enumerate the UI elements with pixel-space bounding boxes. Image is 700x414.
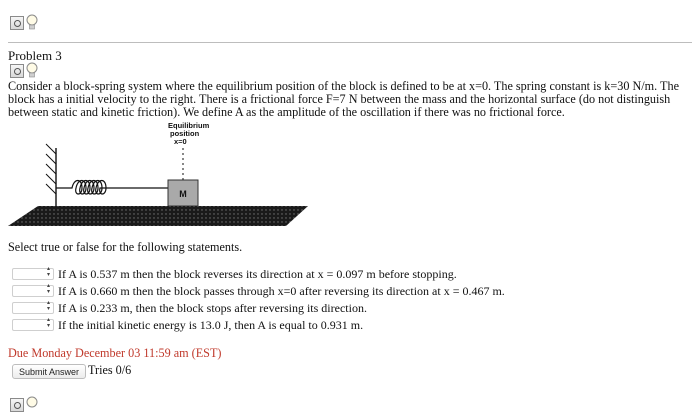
hint-bulb-icon[interactable] <box>26 62 38 80</box>
equilibrium-label: Equilibrium <box>168 121 210 130</box>
true-false-select-4[interactable] <box>12 319 54 331</box>
problem-statement: Consider a block-spring system where the equilibrium position of the block is defined to be at x=0. The spring constant is k=30 N/m. The block has a initial velocity to the right. There is a frictional force F=7 N between the mass and the horizontal surface (do not distinguish between static and kinetic friction). We define A as the amplitude of the oscillation if there was no frictional force. <box>8 79 679 119</box>
statement-row <box>12 284 505 298</box>
statement-2: If A is 0.660 m then the block passes through x=0 after reversing its direction at x = 0.467 m. <box>58 283 505 298</box>
submit-answer-button[interactable]: Submit Answer <box>12 364 86 379</box>
message-icon[interactable] <box>10 16 24 30</box>
x-zero-label: x=0 <box>174 137 187 146</box>
block-spring-figure <box>8 120 308 232</box>
statement-1: If A is 0.537 m then the block reverses its direction at x = 0.097 m before stopping. <box>58 266 457 281</box>
statement-row <box>12 301 367 315</box>
due-date: Due Monday December 03 11:59 am (EST) <box>8 346 222 360</box>
true-false-select-2[interactable] <box>12 285 54 297</box>
wall-hatching <box>46 144 56 194</box>
true-false-select-1[interactable] <box>12 268 54 280</box>
message-icon[interactable] <box>10 64 24 78</box>
statement-4: If the initial kinetic energy is 13.0 J, then A is equal to 0.931 m. <box>58 317 364 332</box>
problem-title: Problem 3 <box>8 48 62 63</box>
hint-bulb-icon[interactable] <box>26 14 38 32</box>
instructions: Select true or false for the following statements. <box>8 240 243 254</box>
block-label: M <box>179 189 187 199</box>
hint-bulb-icon[interactable] <box>26 396 38 414</box>
statement-row <box>12 267 457 281</box>
position-label: position <box>170 129 200 138</box>
tries-counter: Tries 0/6 <box>88 363 132 377</box>
statement-3: If A is 0.233 m, then the block stops after reversing its direction. <box>58 300 367 315</box>
header-divider <box>8 42 692 43</box>
true-false-select-3[interactable] <box>12 302 54 314</box>
floor-surface <box>8 206 308 226</box>
message-icon[interactable] <box>10 398 24 412</box>
spring <box>56 181 168 195</box>
statement-row <box>12 318 363 332</box>
